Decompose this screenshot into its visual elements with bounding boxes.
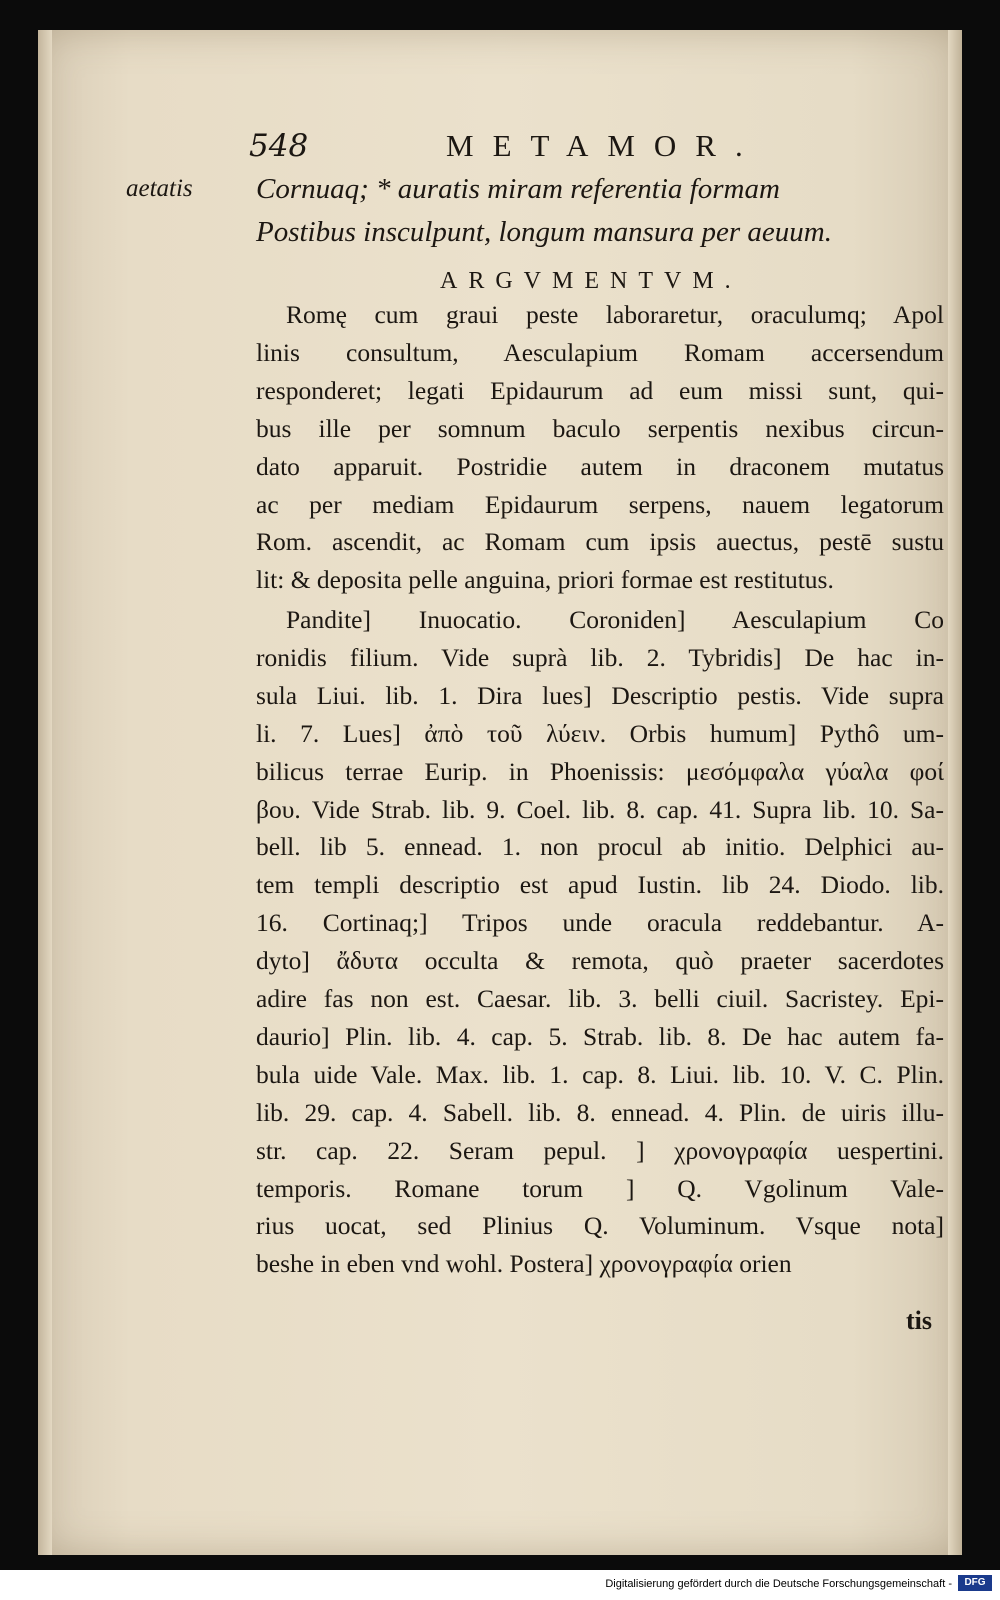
funding-credit: Digitalisierung gefördert durch die Deutsche Forschungsgemeinschaft - <box>605 1578 952 1590</box>
running-head: METAMOR. <box>446 128 762 163</box>
text-line: 16. Cortinaq;] Tripos unde oracula reddebantur. A- <box>256 908 944 937</box>
catchword: tis <box>906 1306 932 1335</box>
text-line: bilicus terrae Eurip. in Phoenissis: μεσόμφαλα γύαλα φοί <box>256 757 944 786</box>
text-line: ronidis filium. Vide suprà lib. 2. Tybridis] De hac in- <box>256 643 944 672</box>
text-line: daurio] Plin. lib. 4. cap. 5. Strab. lib. 8. De hac autem fa- <box>256 1022 944 1051</box>
text-line: Pandite] Inuocatio. Coroniden] Aesculapium Co <box>286 605 944 634</box>
text-line: lit: & deposita pelle anguina, priori formae est restitutus. <box>256 565 834 594</box>
footer-bar <box>0 1570 1000 1600</box>
text-line: responderet; legati Epidaurum ad eum missi sunt, qui- <box>256 376 944 405</box>
dfg-logo: DFG <box>958 1575 992 1591</box>
text-line: bus ille per somnum baculo serpentis nexibus circun- <box>256 414 944 443</box>
text-line: bell. lib 5. ennead. 1. non procul ab initio. Delphici au- <box>256 832 944 861</box>
text-line: temporis. Romane torum ] Q. Vgolinum Vale- <box>256 1174 944 1203</box>
argument-heading: ARGVMENTVM. <box>440 268 742 294</box>
text-line: βου. Vide Strab. lib. 9. Coel. lib. 8. cap. 41. Supra lib. 10. Sa- <box>256 795 944 824</box>
text-line: Rom. ascendit, ac Romam cum ipsis auectus, pestē sustu <box>256 527 944 556</box>
text-line: beshe in eben vnd wohl. Postera] χρονογραφία orien <box>256 1249 792 1278</box>
text-line: str. cap. 22. Seram pepul. ] χρονογραφία uespertini. <box>256 1136 944 1165</box>
text-line: tem templi descriptio est apud Iustin. lib 24. Diodo. lib. <box>256 870 944 899</box>
text-line: dato apparuit. Postridie autem in draconem mutatus <box>256 452 944 481</box>
page-number: 548 <box>249 128 309 164</box>
text-line: lib. 29. cap. 4. Sabell. lib. 8. ennead. 4. Plin. de uiris illu- <box>256 1098 944 1127</box>
page-header <box>38 128 962 178</box>
text-line: rius uocat, sed Plinius Q. Voluminum. Vsque nota] <box>256 1211 944 1240</box>
text-line: Romę cum graui peste laboraretur, oraculumq; Apol <box>286 300 944 329</box>
text-line: dyto] ἄδυτα occulta & remota, quò praeter sacerdotes <box>256 946 944 975</box>
text-line: sula Liui. lib. 1. Dira lues] Descriptio pestis. Vide supra <box>256 681 944 710</box>
margin-note: aetatis <box>126 175 193 202</box>
page-gutter <box>38 30 52 1555</box>
verse-line: Postibus insculpunt, longum mansura per aeuum. <box>256 216 832 248</box>
text-line: bula uide Vale. Max. lib. 1. cap. 8. Liui. lib. 10. V. C. Plin. <box>256 1060 944 1089</box>
text-line: adire fas non est. Caesar. lib. 3. belli ciuil. Sacristey. Epi- <box>256 984 944 1013</box>
page-edge <box>948 30 962 1555</box>
book-page <box>38 30 962 1555</box>
text-line: ac per mediam Epidaurum serpens, nauem legatorum <box>256 490 944 519</box>
text-line: linis consultum, Aesculapium Romam accersendum <box>256 338 944 367</box>
verse-line: Cornuaq; * auratis miram referentia formam <box>256 173 780 205</box>
text-line: li. 7. Lues] ἀπὸ τοῦ λύειν. Orbis humum] Pythô um- <box>256 719 944 748</box>
